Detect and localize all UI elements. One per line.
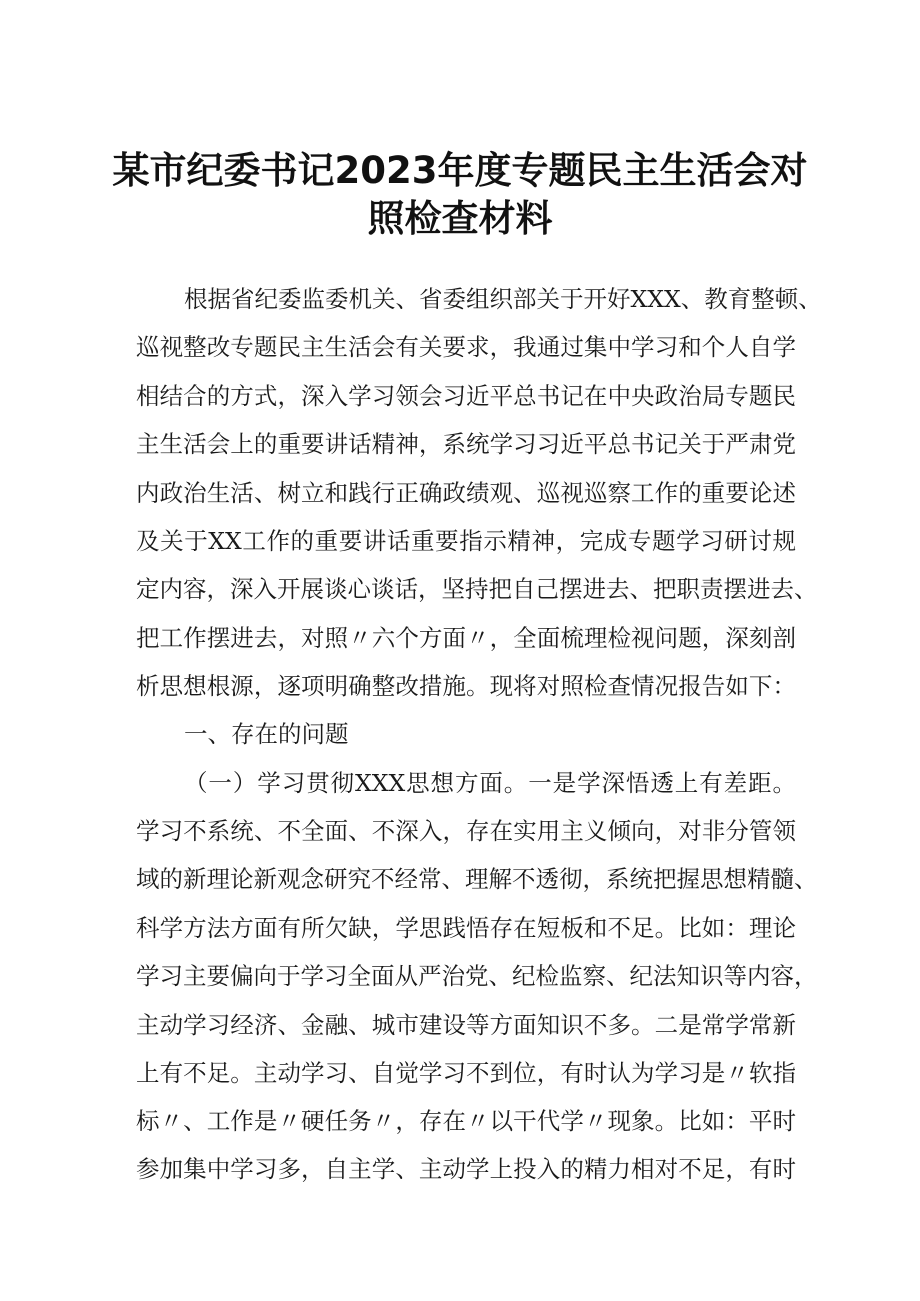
paragraph-line: 相结合的方式，深入学习领会习近平总书记在中央政治局专题民: [136, 382, 796, 410]
paragraph-line: 主动学习经济、金融、城市建设等方面知识不多。二是常学常新: [136, 1011, 796, 1039]
paragraph-line: （一）学习贯彻XXX思想方面。一是学深悟透上有差距。: [184, 769, 796, 797]
paragraph-line: 根据省纪委监委机关、省委组织部关于开好XXX、教育整顿、: [184, 285, 822, 313]
paragraph-line: 标〃、工作是〃硬任务〃，存在〃以干代学〃现象。比如：平时: [136, 1107, 796, 1135]
paragraph-line: 上有不足。主动学习、自觉学习不到位，有时认为学习是〃软指: [136, 1059, 796, 1087]
paragraph-line: 参加集中学习多，自主学、主动学上投入的精力相对不足，有时: [136, 1155, 796, 1183]
paragraph-line: 学习不系统、不全面、不深入，存在实用主义倾向，对非分管领: [136, 817, 796, 845]
paragraph-line: 巡视整改专题民主生活会有关要求，我通过集中学习和个人自学: [136, 333, 796, 361]
paragraph-line: 及关于XX工作的重要讲话重要指示精神，完成专题学习研讨规: [136, 527, 796, 555]
paragraph-line: 析思想根源，逐项明确整改措施。现将对照检查情况报告如下：: [136, 672, 796, 700]
paragraph-line: 定内容，深入开展谈心谈话，坚持把自己摆进去、把职责摆进去、: [136, 575, 818, 603]
paragraph-line: 主生活会上的重要讲话精神，系统学习习近平总书记关于严肃党: [136, 430, 796, 458]
paragraph-line: 科学方法方面有所欠缺，学思践悟存在短板和不足。比如：理论: [136, 914, 796, 942]
document-title-line-1: 某市纪委书记2023年度专题民主生活会对: [112, 149, 808, 192]
paragraph-line: 把工作摆进去，对照〃六个方面〃，全面梳理检视问题，深刻剖: [136, 624, 796, 652]
section-heading: 一、存在的问题: [184, 720, 349, 748]
paragraph-line: 域的新理论新观念研究不经常、理解不透彻，系统把握思想精髓、: [136, 865, 818, 893]
paragraph-line: 学习主要偏向于学习全面从严治党、纪检监察、纪法知识等内容，: [136, 962, 818, 990]
paragraph-line: 内政治生活、树立和践行正确政绩观、巡视巡察工作的重要论述: [136, 479, 796, 507]
document-title-line-2: 照检查材料: [367, 197, 553, 240]
